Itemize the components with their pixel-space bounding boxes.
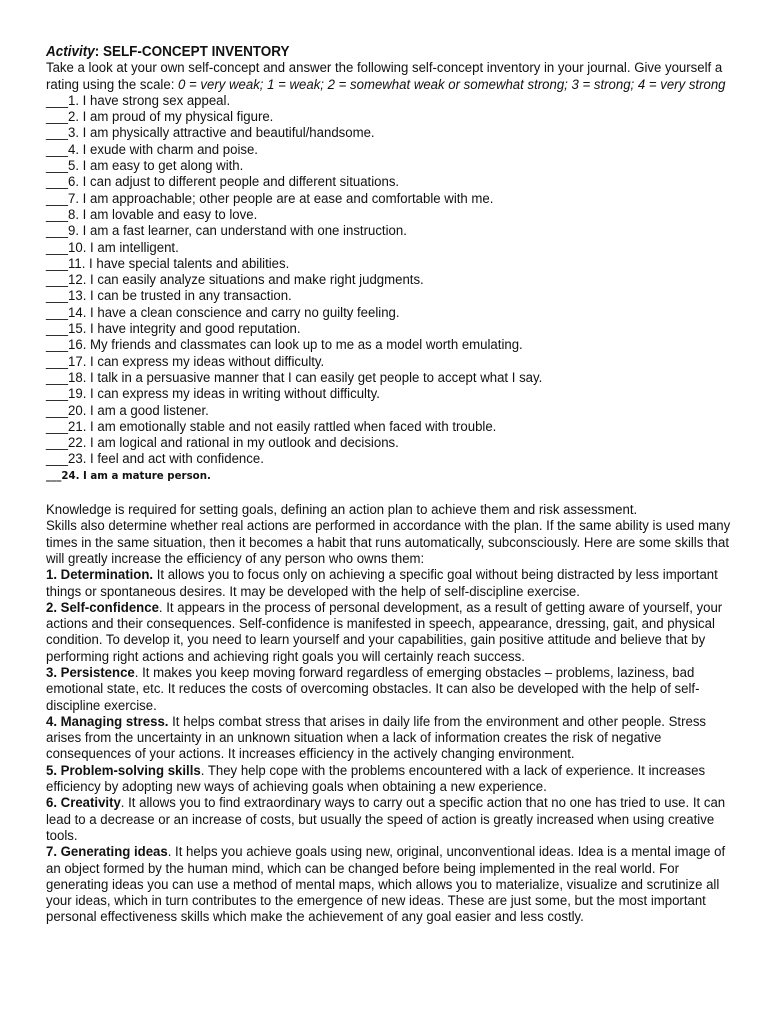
inventory-item: ___5. I am easy to get along with. [46, 158, 244, 175]
inventory-item: ___22. I am logical and rational in my outlook and decisions. [46, 435, 399, 452]
inventory-item: ___6. I can adjust to different people and different situations. [46, 174, 400, 191]
inventory-item: ___8. I am lovable and easy to love. [46, 206, 258, 223]
inventory-item: ___18. I talk in a persuasive manner that I can easily get people to accept what I say. [46, 369, 543, 386]
inventory-item: ___21. I am emotionally stable and not easily rattled when faced with trouble. [46, 418, 497, 435]
inventory-item: ___10. I am intelligent. [46, 239, 179, 256]
inventory-item: ___2. I am proud of my physical figure. [46, 109, 274, 126]
instructions-text: Take a look at your own self-concept and answer the following self-concept inventory in your journal. Give yourself a rating using the scale: [46, 60, 723, 93]
skill-item [46, 567, 736, 600]
skill-heading: 4. Managing stress. [46, 713, 169, 730]
inventory-item: ___12. I can easily analyze situations and make right judgments. [46, 272, 424, 289]
inventory-item: ___11. I have special talents and abilities. [46, 255, 290, 272]
inventory-item: ___20. I am a good listener. [46, 402, 209, 419]
inventory-item: ___16. My friends and classmates can look up to me as a model worth emulating. [46, 337, 523, 354]
inventory-item: ___7. I am approachable; other people are at ease and comfortable with me. [46, 190, 494, 207]
document-page [46, 44, 736, 926]
inventory-item: ___14. I have a clean conscience and carry no guilty feeling. [46, 304, 400, 321]
activity-heading: : SELF-CONCEPT INVENTORY [94, 44, 290, 60]
inventory-item: ___1. I have strong sex appeal. [46, 92, 231, 109]
skill-item [46, 763, 736, 796]
rating-scale: 0 = very weak; 1 = weak; 2 = somewhat weak or somewhat strong; 3 = strong; 4 = very strong [178, 76, 726, 93]
inventory-item: ___13. I can be trusted in any transaction. [46, 288, 292, 305]
intro-paragraph: Skills also determine whether real actions are performed in accordance with the plan. If the same ability is used many times in the same situation, then it becomes a habit that runs automatically, subconsciously. Here are some skills that will greatly increase the efficiency of any person who owns them: [46, 518, 731, 567]
skill-heading: 5. Problem-solving skills [46, 762, 201, 779]
inventory-item: ___24. I am a mature person. [46, 468, 211, 482]
skill-item [46, 600, 736, 665]
instructions [46, 60, 736, 93]
inventory-item: ___15. I have integrity and good reputation. [46, 321, 301, 338]
inventory-item: ___9. I am a fast learner, can understand with one instruction. [46, 223, 407, 240]
inventory-item: ___17. I can express my ideas without difficulty. [46, 353, 325, 370]
skill-heading: 2. Self-confidence [46, 599, 159, 616]
skill-text: It helps combat stress that arises in daily life from the environment and other people. Stress arises from the uncertainty in an unknown situation when a lack of information creates the risk of negative consequences of your actions. It increases efficiency in the actively changing environment. [46, 713, 707, 763]
inventory-item: ___23. I feel and act with confidence. [46, 451, 264, 468]
skill-text: . It makes you keep moving forward regardless of emerging obstacles – problems, laziness, bad emotional state, etc. It reduces the costs of overcoming obstacles. It can also be developed with the help of self-discipline exercise. [46, 664, 700, 714]
skill-text: . It allows you to find extraordinary ways to carry out a specific action that no one has tried to use. It can lead to a decrease or an increase of costs, but usually the speed of action is greatly increased when using creative tools. [46, 795, 726, 844]
skill-item [46, 844, 736, 925]
skill-item [46, 665, 736, 714]
inventory-item: ___19. I can express my ideas in writing without difficulty. [46, 386, 380, 403]
skill-text: . They help cope with the problems encountered with a lack of experience. It increases efficiency by adopting new ways of achieving goals when obtaining a new experience. [46, 762, 706, 796]
inventory-list [46, 93, 736, 484]
skill-heading: 7. Generating ideas [46, 844, 168, 861]
activity-label: Activity [46, 44, 95, 60]
activity-title [46, 44, 736, 60]
skill-heading: 1. Determination. [46, 567, 154, 584]
skill-item [46, 714, 736, 763]
skill-text: . It helps you achieve goals using new, original, unconventional ideas. Idea is a mental image of an object formed by the human mind, which can be changed before being implemented in the real world. For generating ideas you can use a method of mental maps, which allows you to materialize, visualize and scrutinize all your ideas, which in turn contributes to the emergence of new ideas. These are just some, but the most important personal effectiveness skills which make the achievement of any goal easier and less costly. [46, 844, 726, 926]
skill-heading: 3. Persistence [46, 664, 135, 681]
inventory-item: ___3. I am physically attractive and beautiful/handsome. [46, 125, 375, 142]
intro-paragraph: Knowledge is required for setting goals, defining an action plan to achieve them and risk assessment. [46, 502, 638, 519]
skill-heading: 6. Creativity [46, 795, 121, 812]
inventory-item: ___4. I exude with charm and poise. [46, 141, 258, 158]
skill-item [46, 795, 736, 844]
skill-text: It allows you to focus only on achieving a specific goal without being distracted by less important things or spontaneous desires. It may be developed with the help of self-discipline exercise. [46, 567, 718, 600]
skill-text: . It appears in the process of personal development, as a result of getting aware of yourself, your actions and their consequences. Self-confidence is manifested in speech, appearance, dressing, gait, and physical condition. To develop it, you need to learn yourself and your capabilities, gain positive attitude and believe that by performing right actions and achieving right goals you will certainly reach success. [46, 599, 723, 665]
